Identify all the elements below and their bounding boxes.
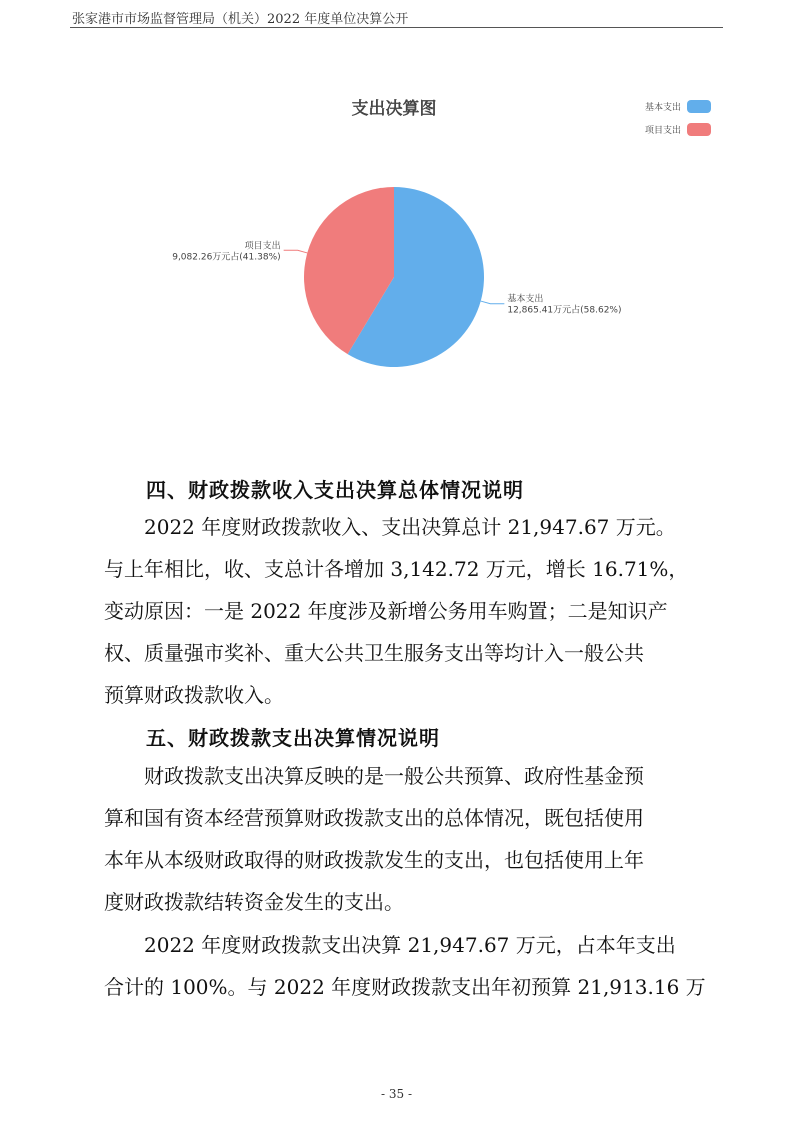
section4-line: 预算财政拨款收入。 [104,683,284,707]
section4-paragraph [104,506,698,716]
section5-paragraph-2 [104,924,706,1008]
pie-chart-svg [0,0,793,440]
pie-chart [0,0,793,440]
legend-label: 基本支出 [644,103,681,113]
section5-line: 财政拨款支出决算反映的是一般公共预算、政府性基金预 [144,764,644,788]
section4-line: 2022 年度财政拨款收入、支出决算总计 21,947.67 万元。 [144,515,676,539]
section5-line: 合计的 100%。与 2022 年度财政拨款支出年初预算 21,913.16 万 [104,975,706,999]
section5-line: 2022 年度财政拨款支出决算 21,947.67 万元，占本年支出 [144,933,676,957]
section5-paragraph-1 [104,755,698,923]
pie-slices [304,187,484,367]
legend-swatch [687,100,711,113]
section5-line: 度财政拨款结转资金发生的支出。 [104,890,404,914]
section4-heading: 四、财政拨款收入支出决算总体情况说明 [146,478,524,502]
section4-line: 变动原因：一是 2022 年度涉及新增公务用车购置；二是知识产 [104,599,668,623]
section4-line: 权、质量强市奖补、重大公共卫生服务支出等均计入一般公共 [104,641,644,665]
section5-line: 本年从本级财政取得的财政拨款发生的支出，也包括使用上年 [104,848,644,872]
pie-label-value: 9,082.26万元占(41.38%) [172,252,281,263]
pie-label-name: 项目支出 [244,241,281,252]
section4-line: 与上年相比，收、支总计各增加 3,142.72 万元，增长 16.71%， [104,557,689,581]
chart-title: 支出决算图 [351,99,437,119]
legend-swatch [687,123,711,136]
section5-line: 算和国有资本经营预算财政拨款支出的总体情况，既包括使用 [104,806,644,830]
legend-label: 项目支出 [644,126,681,136]
page-header-title: 张家港市市场监督管理局（机关）2022 年度单位决算公开 [72,12,409,27]
pie-label-value: 12,865.41万元占(58.62%) [507,305,622,316]
pie-leader-line [481,301,505,304]
page-number: - 35 - [380,1087,412,1101]
pie-leader-line [284,250,308,253]
pie-label-name: 基本支出 [507,294,544,305]
chart-legend [645,100,711,136]
section5-heading: 五、财政拨款支出决算情况说明 [146,726,440,750]
